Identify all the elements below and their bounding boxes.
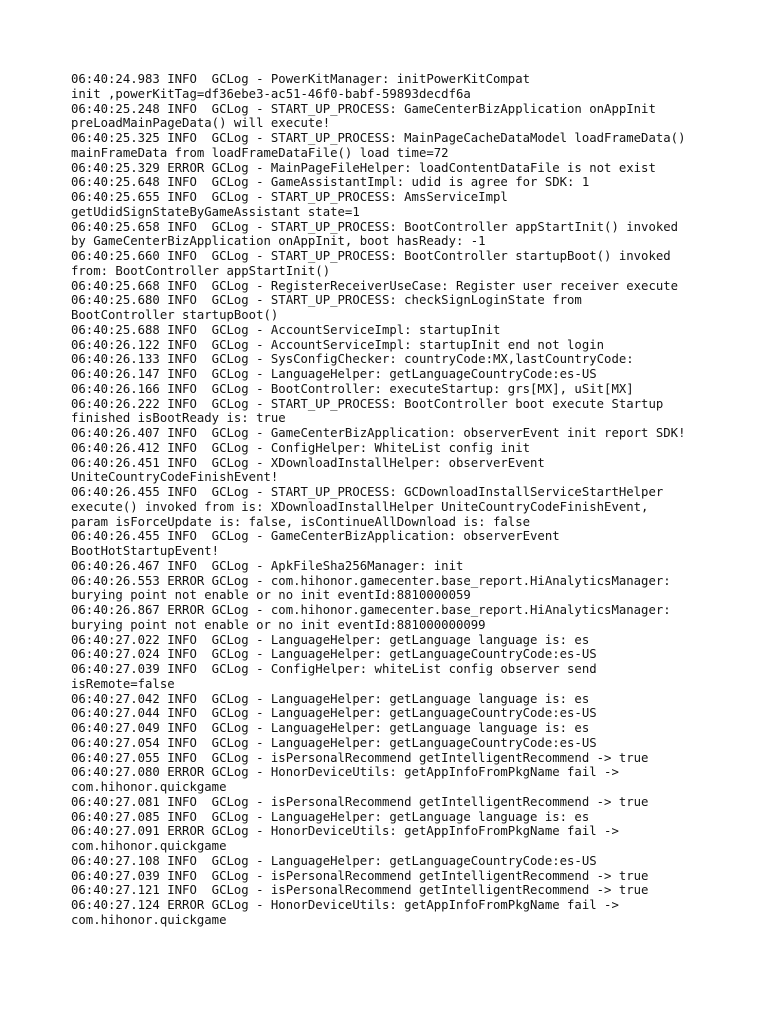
log-line: 06:40:27.080 ERROR GCLog - HonorDeviceUtils: getAppInfoFromPkgName fail ->: [71, 765, 619, 780]
log-line: com.hihonor.quickgame: [71, 839, 227, 853]
log-line: 06:40:26.412 INFO GCLog - ConfigHelper: WhiteList config init: [71, 440, 531, 455]
log-line: com.hihonor.quickgame: [71, 912, 227, 927]
log-line: 06:40:27.121 INFO GCLog - isPersonalRecommend getIntelligentRecommend -> true: [71, 883, 649, 898]
log-line: param isForceUpdate is: false, isContinueAllDownload is: false: [71, 514, 531, 529]
log-line: 06:40:25.668 INFO GCLog - RegisterReceiverUseCase: Register user receiver execute: [71, 278, 679, 293]
log-line: com.hihonor.quickgame: [71, 780, 227, 794]
log-line: 06:40:27.091 ERROR GCLog - HonorDeviceUtils: getAppInfoFromPkgName fail ->: [71, 824, 619, 839]
log-line: 06:40:27.081 INFO GCLog - isPersonalRecommend getIntelligentRecommend -> true: [71, 794, 649, 809]
log-line: 06:40:27.022 INFO GCLog - LanguageHelper: getLanguage language is: es: [71, 632, 590, 647]
log-line: burying point not enable or no init eventId:8810000059: [71, 588, 471, 603]
log-line: 06:40:25.660 INFO GCLog - START_UP_PROCESS: BootController startupBoot() invoked: [71, 249, 671, 263]
log-line: 06:40:26.122 INFO GCLog - AccountServiceImpl: startupInit end not login: [71, 337, 605, 352]
log-line: UniteCountryCodeFinishEvent!: [71, 470, 279, 485]
log-line: burying point not enable or no init eventId:881000000099: [71, 617, 486, 632]
log-line: 06:40:25.655 INFO GCLog - START_UP_PROCESS: AmsServiceImpl: [71, 190, 508, 204]
log-line: isRemote=false: [71, 676, 175, 691]
log-line: init ,powerKitTag=df36ebe3-ac51-46f0-babf-59893decdf6a: [71, 86, 471, 101]
log-line: 06:40:27.055 INFO GCLog - isPersonalRecommend getIntelligentRecommend -> true: [71, 750, 649, 765]
log-line: 06:40:25.680 INFO GCLog - START_UP_PROCESS: checkSignLoginState from: [71, 293, 582, 308]
log-line: from: BootController appStartInit(): [71, 263, 331, 278]
log-line: 06:40:26.222 INFO GCLog - START_UP_PROCESS: BootController boot execute Startup: [71, 396, 664, 411]
log-line: 06:40:25.248 INFO GCLog - START_UP_PROCESS: GameCenterBizApplication onAppInit: [71, 101, 656, 116]
log-line: 06:40:26.455 INFO GCLog - GameCenterBizApplication: observerEvent: [71, 529, 560, 544]
log-line: 06:40:25.658 INFO GCLog - START_UP_PROCESS: BootController appStartInit() invoked: [71, 219, 679, 234]
log-line: 06:40:26.451 INFO GCLog - XDownloadInstallHelper: observerEvent: [71, 455, 545, 470]
log-line: 06:40:27.044 INFO GCLog - LanguageHelper: getLanguageCountryCode:es-US: [71, 706, 597, 721]
log-line: 06:40:26.147 INFO GCLog - LanguageHelper: getLanguageCountryCode:es-US: [71, 367, 597, 381]
log-line: BootController startupBoot(): [71, 308, 279, 322]
log-line: 06:40:26.407 INFO GCLog - GameCenterBizApplication: observerEvent init report SDK!: [71, 426, 686, 440]
log-line: by GameCenterBizApplication onAppInit, boot hasReady: -1: [71, 234, 486, 249]
log-line: getUdidSignStateByGameAssistant state=1: [71, 204, 360, 219]
log-line: 06:40:26.867 ERROR GCLog - com.hihonor.gamecenter.base_report.HiAnalyticsManager:: [71, 603, 671, 617]
log-line: 06:40:27.039 INFO GCLog - isPersonalRecommend getIntelligentRecommend -> true: [71, 868, 649, 883]
log-line: mainFrameData from loadFrameDataFile() load time=72: [71, 145, 449, 160]
log-line: 06:40:27.085 INFO GCLog - LanguageHelper: getLanguage language is: es: [71, 809, 590, 824]
log-line: finished isBootReady is: true: [71, 411, 286, 426]
log-line: 06:40:27.124 ERROR GCLog - HonorDeviceUtils: getAppInfoFromPkgName fail ->: [71, 898, 619, 912]
log-line: execute() invoked from is: XDownloadInstallHelper UniteCountryCodeFinishEvent,: [71, 499, 649, 514]
log-line: preLoadMainPageData() will execute!: [71, 116, 331, 131]
log-line: 06:40:26.553 ERROR GCLog - com.hihonor.gamecenter.base_report.HiAnalyticsManager:: [71, 573, 671, 588]
log-line: 06:40:25.325 INFO GCLog - START_UP_PROCESS: MainPageCacheDataModel loadFrameData(): [71, 131, 686, 145]
log-line: 06:40:25.688 INFO GCLog - AccountServiceImpl: startupInit: [71, 322, 501, 337]
log-text-block: [71, 72, 731, 928]
log-line: 06:40:27.024 INFO GCLog - LanguageHelper: getLanguageCountryCode:es-US: [71, 647, 597, 662]
log-line: 06:40:27.054 INFO GCLog - LanguageHelper: getLanguageCountryCode:es-US: [71, 735, 597, 750]
log-line: 06:40:27.042 INFO GCLog - LanguageHelper: getLanguage language is: es: [71, 691, 590, 706]
log-line: 06:40:26.455 INFO GCLog - START_UP_PROCESS: GCDownloadInstallServiceStartHelper: [71, 485, 664, 499]
log-line: 06:40:26.467 INFO GCLog - ApkFileSha256Manager: init: [71, 558, 464, 573]
log-line: 06:40:25.329 ERROR GCLog - MainPageFileHelper: loadContentDataFile is not exist: [71, 160, 656, 175]
log-line: 06:40:27.049 INFO GCLog - LanguageHelper: getLanguage language is: es: [71, 721, 590, 735]
log-line: 06:40:26.166 INFO GCLog - BootController: executeStartup: grs[MX], uSit[MX]: [71, 381, 634, 396]
log-line: 06:40:24.983 INFO GCLog - PowerKitManager: initPowerKitCompat: [71, 72, 531, 86]
log-line: BootHotStartupEvent!: [71, 544, 220, 558]
log-line: 06:40:26.133 INFO GCLog - SysConfigChecker: countryCode:MX,lastCountryCode:: [71, 352, 634, 367]
log-line: 06:40:27.039 INFO GCLog - ConfigHelper: whiteList config observer send: [71, 662, 597, 676]
log-line: 06:40:27.108 INFO GCLog - LanguageHelper: getLanguageCountryCode:es-US: [71, 853, 597, 868]
log-line: 06:40:25.648 INFO GCLog - GameAssistantImpl: udid is agree for SDK: 1: [71, 175, 590, 190]
